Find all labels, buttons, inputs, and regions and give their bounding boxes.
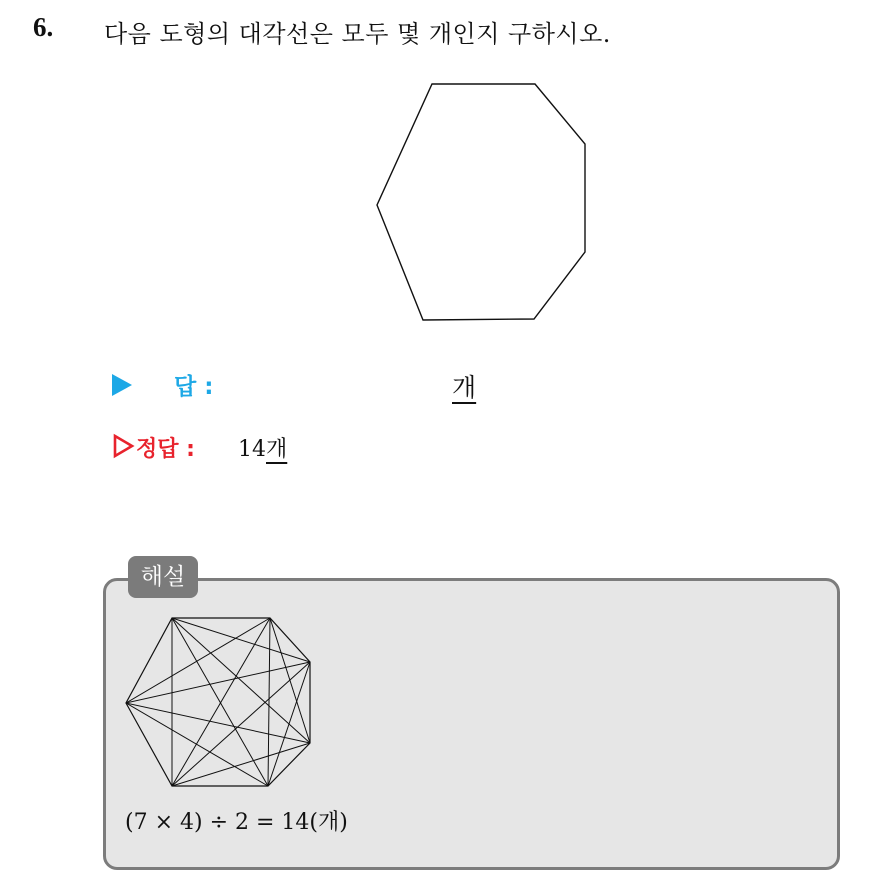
heptagon-with-diagonals-outline	[126, 618, 310, 786]
correct-answer-label: 정답 :	[136, 437, 195, 462]
question-text: 다음 도형의 대각선은 모두 몇 개인지 구하시오.	[104, 20, 611, 48]
diagonal-line	[126, 703, 268, 786]
explanation-tag: 해설	[128, 556, 198, 598]
diagonal-line	[126, 662, 310, 703]
correct-answer-unit: 개	[266, 437, 288, 462]
answer-unit: 개	[452, 373, 477, 402]
diagonal-line	[126, 703, 310, 743]
explanation-formula: (7 × 4) ÷ 2 = 14(개)	[125, 810, 348, 835]
correct-answer-number: 14	[238, 437, 266, 462]
question-number: 6.	[33, 12, 54, 42]
diagonal-line	[126, 618, 270, 703]
diagonal-line	[268, 618, 270, 786]
heptagon-diagonals	[126, 618, 310, 786]
answer-label: 답 :	[174, 374, 214, 400]
